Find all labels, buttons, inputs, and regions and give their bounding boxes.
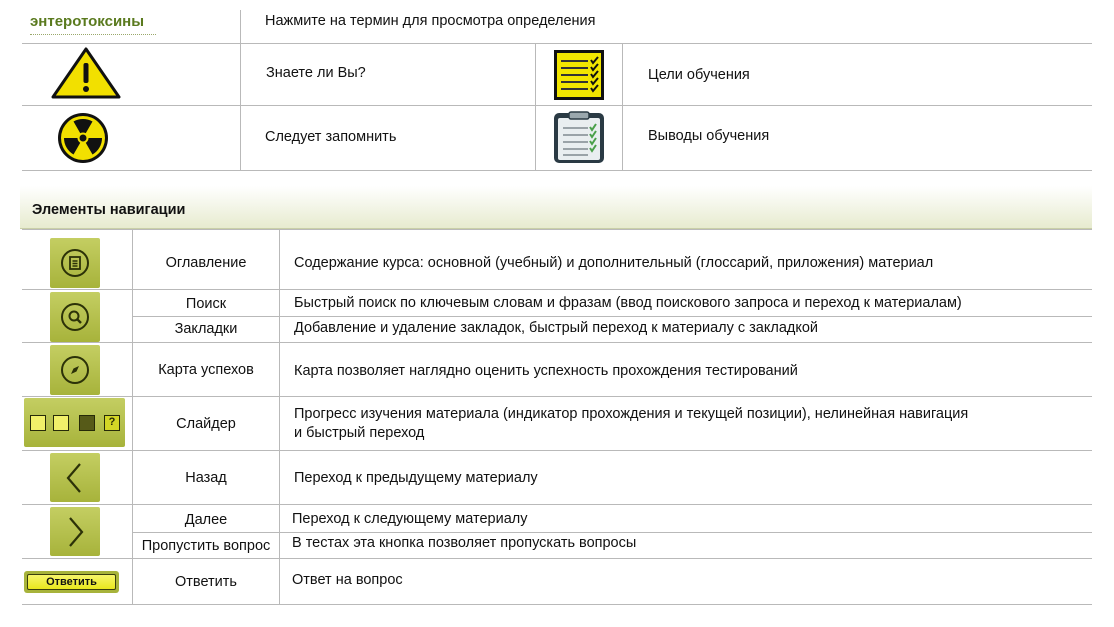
remember-label: Следует запомнить (265, 129, 397, 145)
nav-desc-slider-line2: и быстрый переход (294, 425, 425, 441)
slider-control[interactable] (24, 398, 125, 447)
learning-goals-label: Цели обучения (648, 67, 750, 83)
nav-name-bookmarks: Закладки (174, 321, 238, 337)
nav-desc-bookmarks: Добавление и удаление закладок, быстрый переход к материалу с закладкой (294, 320, 819, 336)
nav-name-back: Назад (185, 470, 227, 486)
nav-desc-contents: Содержание курса: основной (учебный) и дополнительный (глоссарий, приложения) материал (294, 255, 934, 271)
slider-cell-current[interactable] (79, 415, 95, 431)
term-underline (30, 34, 156, 35)
nav-name-answer: Ответить (175, 574, 237, 590)
navigation-header (20, 186, 1092, 229)
nav-name-slider: Слайдер (176, 416, 236, 432)
warning-icon (47, 45, 125, 103)
search-icon (61, 303, 89, 331)
slider-cell[interactable] (30, 415, 46, 431)
contents-icon (61, 249, 89, 277)
chevron-left-icon (62, 461, 86, 495)
term-hint: Нажмите на термин для просмотра определения (265, 13, 596, 29)
slider-cell-question[interactable]: ? (104, 415, 120, 431)
nav-name-success-map: Карта успехов (158, 362, 254, 378)
nav-desc-skip: В тестах эта кнопка позволяет пропускать вопросы (292, 535, 637, 551)
nav-desc-next: Переход к следующему материалу (292, 511, 528, 527)
back-button[interactable] (50, 453, 100, 502)
nav-desc-search: Быстрый поиск по ключевым словам и фразам (ввод поискового запроса и переход к материалам) (294, 295, 962, 311)
nav-desc-answer: Ответ на вопрос (292, 572, 403, 588)
next-button[interactable] (50, 507, 100, 556)
nav-name-skip: Пропустить вопрос (141, 538, 271, 554)
search-button[interactable] (50, 292, 100, 342)
learning-conclusions-label: Выводы обучения (648, 128, 770, 144)
glossary-term-link[interactable]: энтеротоксины (30, 13, 145, 30)
navigation-header-title: Элементы навигации (32, 202, 186, 218)
nav-desc-success-map: Карта позволяет наглядно оценить успехность прохождения тестирований (294, 363, 798, 379)
checklist-icon (554, 50, 604, 100)
answer-button[interactable]: Ответить (27, 574, 116, 590)
nav-desc-slider-line1: Прогресс изучения материала (индикатор прохождения и текущей позиции), нелинейная навигация (294, 406, 969, 422)
compass-icon (61, 356, 89, 384)
radiation-icon (54, 110, 112, 166)
contents-button[interactable] (50, 238, 100, 288)
nav-name-search: Поиск (185, 296, 227, 312)
chevron-right-icon (64, 515, 88, 549)
success-map-button[interactable] (50, 345, 100, 395)
clipboard-icon (552, 111, 606, 165)
nav-name-contents: Оглавление (165, 255, 247, 271)
nav-name-next: Далее (184, 512, 228, 528)
did-you-know-label: Знаете ли Вы? (266, 65, 366, 81)
nav-desc-back: Переход к предыдущему материалу (294, 470, 538, 486)
answer-button-frame (24, 571, 119, 593)
slider-cell[interactable] (53, 415, 69, 431)
